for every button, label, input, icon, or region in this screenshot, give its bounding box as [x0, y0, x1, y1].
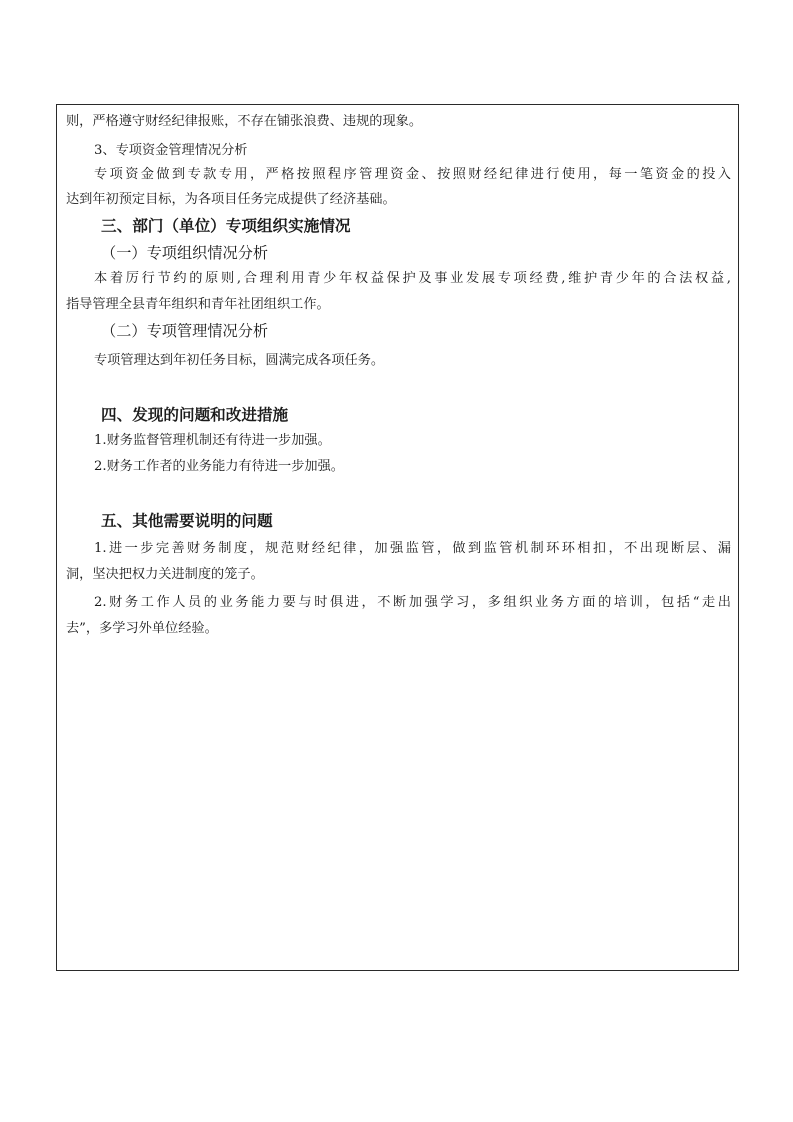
paragraph-line: 洞，坚决把权力关进制度的笼子。 — [66, 567, 264, 582]
section-heading: 三、部门（单位）专项组织实施情况 — [101, 217, 351, 235]
paragraph-line: 则，严格遵守财经纪律报账，不存在铺张浪费、违规的现象。 — [66, 114, 423, 129]
paragraph-line: 去”，多学习外单位经验。 — [66, 621, 218, 636]
subsection-title: （二）专项管理情况分析 — [101, 322, 269, 340]
section-heading: 五、其他需要说明的问题 — [101, 512, 273, 530]
list-item: 2.财务工作者的业务能力有待进一步加强。 — [94, 459, 344, 474]
paragraph-line: 专项管理达到年初任务目标，圆满完成各项任务。 — [94, 353, 385, 368]
paragraph-line: 指导管理全县青年组织和青年社团组织工作。 — [66, 297, 330, 312]
paragraph-line: 本着厉行节约的原则,合理利用青少年权益保护及事业发展专项经费,维护青少年的合法权益, — [94, 271, 731, 286]
subsection-title: 3、专项资金管理情况分析 — [94, 143, 248, 158]
paragraph-line: 专项资金做到专款专用，严格按照程序管理资金、按照财经纪律进行使用，每一笔资金的投入 — [94, 167, 731, 182]
paragraph-line: 达到年初预定目标，为各项目任务完成提供了经济基础。 — [66, 192, 396, 207]
list-item: 1.财务监督管理机制还有待进一步加强。 — [94, 433, 331, 448]
subsection-title: （一）专项组织情况分析 — [101, 244, 269, 262]
list-item: 1.进一步完善财务制度，规范财经纪律，加强监管，做到监管机制环环相扣，不出现断层、漏 — [94, 541, 731, 556]
list-item: 2.财务工作人员的业务能力要与时俱进，不断加强学习，多组织业务方面的培训，包括“走出 — [94, 595, 731, 610]
section-heading: 四、发现的问题和改进措施 — [101, 406, 289, 424]
